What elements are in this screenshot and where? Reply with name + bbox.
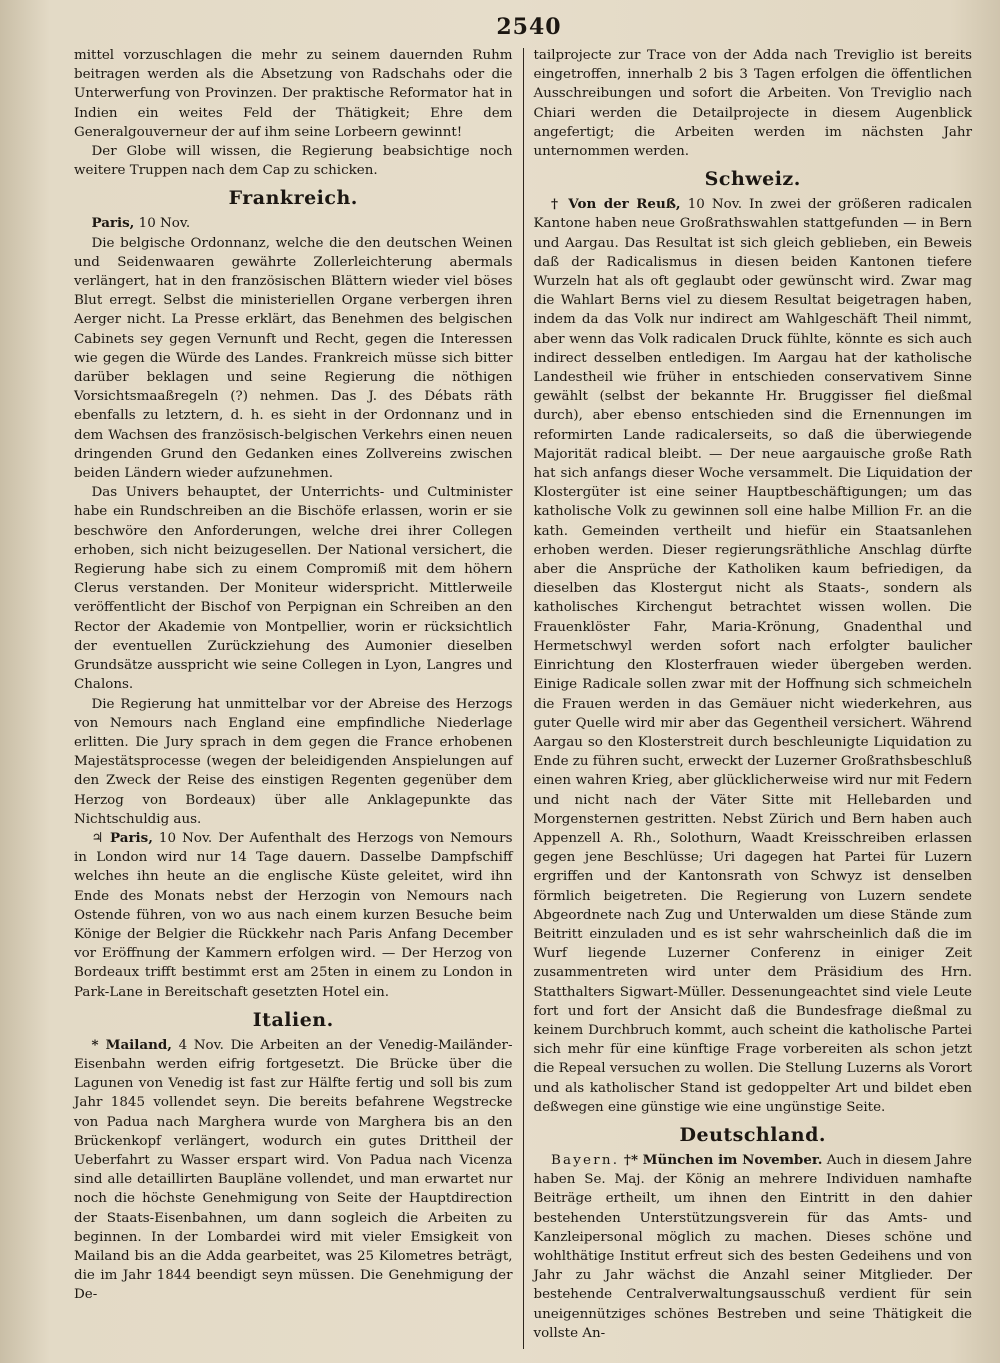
paragraph-text: Auch in diesem Jahre haben Se. Maj. der König an mehrere Individuen namhafte Beiträge ertheilt, um ihnen den Eintritt in den dahier bestehenden Unterstützungsverein für das Amts- und Kanzleipersonal möglich zu machen. Dieses schöne und wohlthätige Institut erfreut sich des besten Gedeihens und von Jahr zu Jahr wächst die Anzahl seiner Mitglieder. Der bestehende Centralverwaltungsausschuß verdient für sein uneigennütziges schönes Bestreben und seine Thätigkeit die vollste An- xyxy=(533,1152,972,1341)
dateline: Paris, xyxy=(91,215,135,232)
article-paragraph xyxy=(74,46,513,142)
paragraph-text: tailprojecte zur Trace von der Adda nach Treviglio ist bereits eingetroffen, innerhalb 2 bis 3 Tagen erfolgen die öffentlichen Ausschreibungen und sofort die Arbeiten. Von Treviglio nach Chiari werden die Detailprojecte in diesem Augenblick angefertigt; die Arbeiten werden im nächsten Jahr unternommen werden. xyxy=(533,48,972,160)
paragraph-text: Der Globe will wissen, die Regierung beabsichtige noch weitere Truppen nach dem Cap zu schicken. xyxy=(74,144,513,179)
article-paragraph xyxy=(534,1151,973,1343)
article-paragraph xyxy=(534,46,973,161)
section-heading: Frankreich. xyxy=(228,187,358,210)
article-paragraph xyxy=(74,695,513,829)
paragraph-text: Die Regierung hat unmittelbar vor der Abreise des Herzogs von Nemours nach England eine empfindliche Niederlage erlitten. Die Jury sprach in dem gegen die France erhobenen Majestätsprocesse (wegen der beleidigenden Anspielungen auf den Zweck der Reise des einstigen Regenten gegenüber dem Herzog von Bordeaux) über alle Anklagepunkte das Nichtschuldig aus. xyxy=(74,696,513,827)
right-column xyxy=(524,46,983,1349)
dateline: †* München im November. xyxy=(619,1151,823,1168)
region-label: Bayern. xyxy=(550,1152,620,1168)
paragraph-text: 10 Nov. In zwei der größeren radicalen Kantone haben neue Großrathswahlen stattgefunden — in Bern und Aargau. Das Resultat ist sich gleich geblieben, ein Beweis daß der Radicalismus in diesen beiden Kantonen tiefere Wurzeln hat als oft geglaubt oder gewünscht wird. Zwar mag die Wahlart Berns viel zu diesem Resultat beigetragen haben, indem da das Volk nur indirect am Wahlgeschäft Theil nimmt, aber wenn das Volk radicalen Druck fühlte, könnte es sich auch indirect desselben entledigen. Im Aargau hat der katholische Landestheil wie früher in entschieden conservativem Sinne gewählt (selbst der bekannte Hr. Bruggisser fiel dießmal durch), aber ebenso entschieden sind die Ernennungen im reformirten Lande radicalerseits, so daß die überwiegende Majorität radical bleibt. — Der neue aargauische große Rath hat sich anfangs dieser Woche versammelt. Die Liquidation der Klostergüter ist eine seiner Hauptbeschäftigungen; um das katholische Volk zu gewinnen soll eine halbe Million Fr. an die kath. Gemeinden vertheilt und hiefür ein Staatsanlehen erhoben werden. Dieser regierungsräthliche Anschlag dürfte aber die Ansprüche der Katholiken kaum befriedigen, da dieselben das Klostergut nicht als Staats-, sondern als katholisches Kirchengut betrachtet wissen wollen. Die Frauenklöster Fahr, Maria-Krönung, Gnadenthal und Hermetschwyl werden sofort nach erfolgter baulicher Einrichtung den Klosterfrauen wieder übergeben werden. Einige Radicale sollen zwar mit der Hoffnung sich schmeicheln die Frauen werden in das Gemäuer nicht wiederkehren, aus guter Quelle wird mir aber das Gegentheil versichert. Während Aargau so den Klosterstreit durch beschleunigte Liquidation zu Ende zu führen sucht, erweckt der Luzerner Großrathsbeschluß einen wahren Krieg, aber glücklicherweise wird nur mit Federn und nicht nach der Väter Sitte mit Hellebarden und Morgensternen gestritten. Nebst Zürich und Bern haben auch Appenzell A. Rh., Solothurn, Waadt Kreisschreiben erlassen gegen jene Beschlüsse; Uri dagegen hat Partei für Luzern ergriffen und der Kantonsrath von Schwyz ist denselben förmlich beigetreten. Die Regierung von Luzern sendete Abgeordnete nach Zug und Unterwalden um diese Stände zum Beitritt einzuladen und es ist sehr wahrscheinlich daß die im Wurf liegende Luzerner Conferenz in einiger Zeit zusammentreten wird unter dem Präsidium des Hrn. Statthalters Sigwart-Müller. Dessenungeachtet sind viele Leute fort und fort der Ansicht daß die Bundesfrage dießmal zu keinem Durchbruch kommt, auch scheint die katholische Partei sich mehr für eine künftige Frage vorbereiten als schon jetzt die Repeal versuchen zu wollen. Die Stellung Luzerns als Vorort und als katholischer Stand ist gedoppelter Art und bildet eben deßwegen eine günstige wie eine ungünstige Seite. xyxy=(533,197,973,1115)
page-number: 2540 xyxy=(496,14,562,40)
article-paragraph xyxy=(74,142,513,180)
paragraph-text: Die belgische Ordonnanz, welche die den deutschen Weinen und Seidenwaaren gewährte Zollerleichterung abermals verlängert, hat in den französischen Blättern wieder viel böses Blut erregt. Selbst die ministeriellen Organe verbergen ihren Aerger nicht. La Presse erklärt, das Benehmen des belgischen Cabinets sey gegen Vernunft und Recht, gegen die Interessen wie gegen die Würde des Landes. Frankreich müsse sich bitter darüber beklagen und seine Regierung die nöthigen Vorsichtsmaaßregeln (?) nehmen. Das J. des Débats räth ebenfalls zu letztern, d. h. es sieht in der Ordonnanz und in dem Wachsen des französisch-belgischen Verkehrs einen neuen dringenden Grund den Gedanken eines Zollvereins zwischen beiden Ländern wieder aufzunehmen. xyxy=(74,235,513,482)
paragraph-text: 10 Nov. Der Aufenthalt des Herzogs von Nemours in London wird nur 14 Tage dauern. Dasselbe Dampfschiff welches ihn heute an die englische Küste geleitet, wird ihn Ende des Monats nebst der Herzogin von Nemours nach Ostende führen, von wo aus nach einem kurzen Besuche beim Könige der Belgier die Rückkehr nach Paris Anfang December vor Eröffnung der Kammern erfolgen wird. — Der Herzog von Bordeaux trifft bestimmt erst am 25ten in einem zu London in Park-Lane in Bereitschaft gesetzten Hotel ein. xyxy=(74,830,513,1000)
article-paragraph xyxy=(74,1036,513,1305)
paragraph-text: Das Univers behauptet, der Unterrichts- und Cultminister habe ein Rundschreiben an die Bischöfe erlassen, worin er sie beschwöre den Anforderungen, welche drei ihrer Collegen erhoben, sich nicht beizugesellen. Der National versichert, die Regierung habe sich zu einem Compromiß mit dem höhern Clerus verstanden. Der Moniteur widerspricht. Mittlerweile veröffentlicht der Bischof von Perpignan ein Schreiben an den Rector der Akademie von Montpellier, worin er rücksichtlich der eventuellen Zurückziehung des Aumonier dieselben Grundsätze ausspricht wie seine Collegen in Lyon, Langres und Chalons. xyxy=(74,485,513,693)
section-heading: Deutschland. xyxy=(679,1123,826,1146)
article-paragraph xyxy=(74,234,513,484)
section-heading: Italien. xyxy=(252,1008,334,1031)
paragraph-text: mittel vorzuschlagen die mehr zu seinem dauernden Ruhm beitragen werden als die Absetzung von Radschahs oder die Unterwerfung von Provinzen. Der praktische Reformator hat in Indien ein weites Feld der Thätigkeit; Ehre dem Generalgouverneur der auf ihm seine Lorbeern gewinnt! xyxy=(74,48,513,140)
dateline: ♃ Paris, xyxy=(91,829,153,846)
dateline: * Mailand, xyxy=(91,1036,172,1053)
article-paragraph xyxy=(534,195,973,1117)
dateline: † Von der Reuß, xyxy=(550,196,681,213)
left-column xyxy=(64,46,523,1349)
text-columns xyxy=(64,46,982,1349)
article-paragraph xyxy=(74,483,513,694)
article-paragraph xyxy=(74,214,513,233)
paragraph-text: 4 Nov. Die Arbeiten an der Venedig-Mailänder-Eisenbahn werden eifrig fortgesetzt. Die Brücke über die Lagunen von Venedig ist fast zur Hälfte fertig und soll bis zum Jahr 1845 vollendet seyn. Die bereits befahrene Wegstrecke von Padua nach Marghera wurde von Marghera bis an den Brückenkopf verlängert, wodurch ein gutes Drittheil der Ueberfahrt zu Wasser erspart wird. Von Padua nach Vicenza sind alle detaillirten Baupläne vollendet, und man erwartet nur noch die höchste Genehmigung von Seite der Hauptdirection der Staats-Eisenbahnen, um dann sogleich die Arbeiten zu beginnen. In der Lombardei wird mit vieler Emsigkeit von Mailand bis an die Adda gearbeitet, was 25 Kilometres beträgt, die im Jahr 1844 beendigt seyn müssen. Die Genehmigung der De- xyxy=(74,1037,513,1303)
paragraph-text: 10 Nov. xyxy=(134,216,191,232)
article-paragraph xyxy=(74,829,513,1002)
section-heading: Schweiz. xyxy=(704,168,801,191)
